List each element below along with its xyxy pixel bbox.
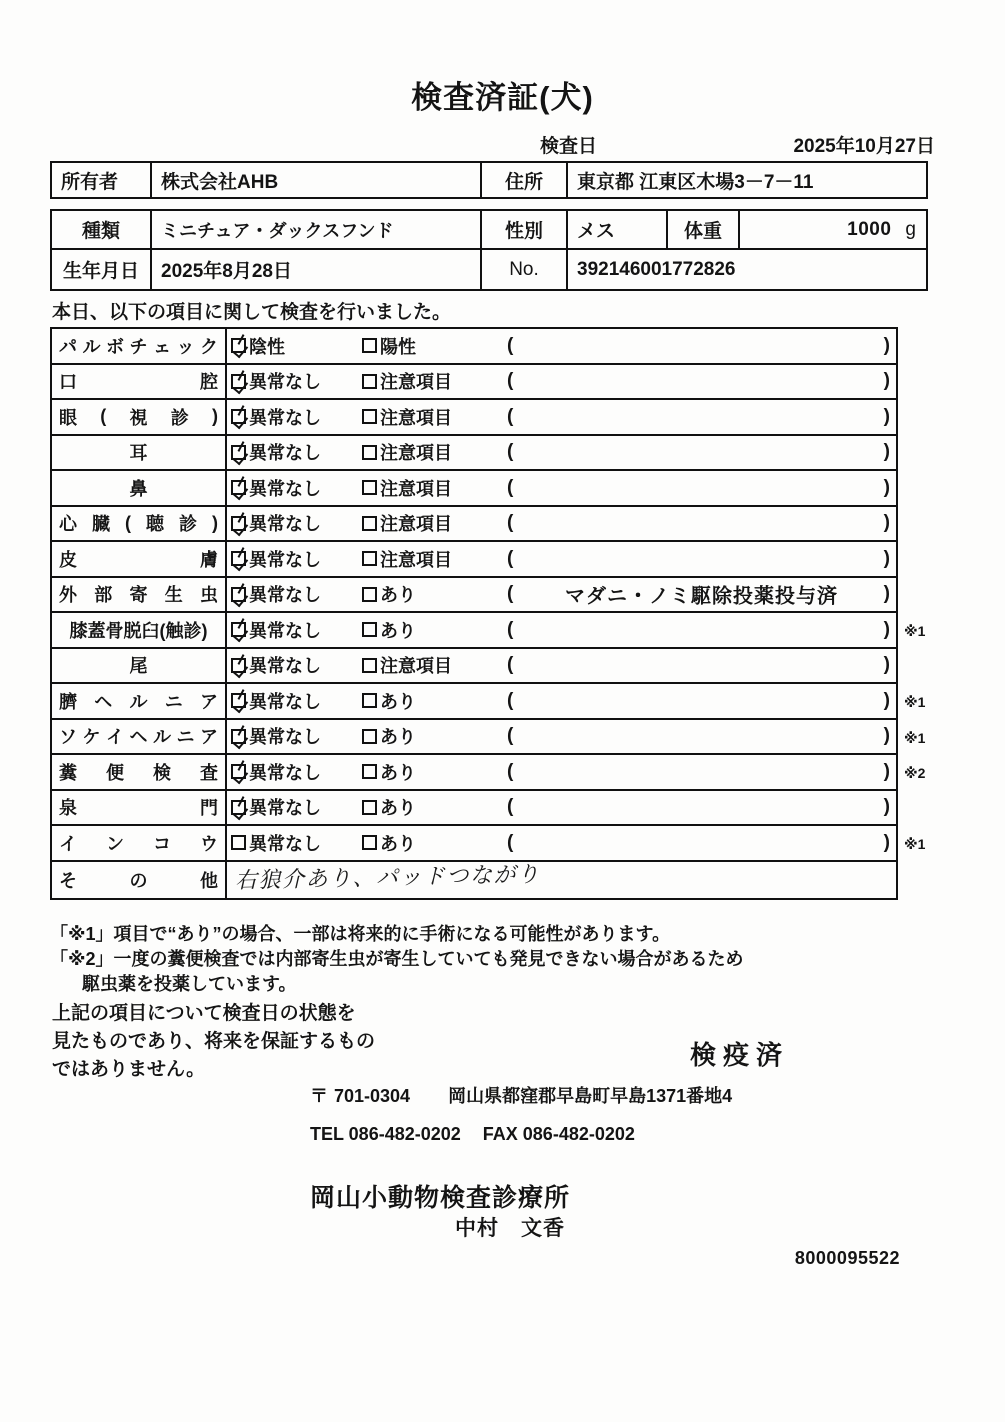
unchecked-checkbox-icon[interactable] <box>362 516 377 531</box>
checklist-row <box>52 365 896 401</box>
postal-mark-icon: 〒 <box>310 1086 328 1106</box>
paren-close: ) <box>883 831 890 853</box>
birthdate-label: 生年月日 <box>52 250 152 289</box>
checklist-row-label <box>52 436 227 470</box>
page-title: 検査済証(犬) <box>411 80 594 115</box>
checklist-row-label <box>52 329 227 363</box>
label-char: 皮 <box>59 549 77 570</box>
label-char: ア <box>200 691 218 712</box>
option-abnormal[interactable] <box>362 617 507 643</box>
paren-open: ( <box>507 618 514 640</box>
checklist-row-body <box>227 791 896 825</box>
checklist-row-body <box>227 578 896 612</box>
option-label: 異常なし <box>249 514 321 535</box>
checklist-row-body <box>227 365 896 399</box>
option-label: 陽性 <box>380 336 416 357</box>
pet-row-breed <box>52 211 926 250</box>
unchecked-checkbox-icon[interactable] <box>362 480 377 495</box>
checked-checkbox-icon[interactable] <box>231 409 246 424</box>
option-abnormal[interactable] <box>362 546 507 572</box>
owner-address: 東京都 江東区木場3－7－11 <box>577 171 814 193</box>
microchip-no-label: No. <box>482 250 568 289</box>
label-char: 生 <box>164 585 183 606</box>
checklist-row <box>52 400 896 436</box>
label-char: そ <box>59 870 77 891</box>
checked-checkbox-icon[interactable] <box>231 480 246 495</box>
label-char: 検 <box>153 762 171 783</box>
remarks-field[interactable] <box>507 512 896 534</box>
checklist-row <box>52 684 896 720</box>
paren-close: ) <box>883 441 890 463</box>
unchecked-checkbox-icon[interactable] <box>362 374 377 389</box>
unchecked-checkbox-icon[interactable] <box>362 409 377 424</box>
option-label: 異常なし <box>249 478 321 499</box>
option-label: あり <box>380 620 416 641</box>
checklist-row-label <box>52 684 227 718</box>
label-char: イ <box>59 833 77 854</box>
checklist-row-body <box>227 613 896 647</box>
paren-open: ( <box>507 512 514 534</box>
checklist-row-label <box>52 755 227 789</box>
checked-checkbox-icon[interactable] <box>231 729 246 744</box>
label-char: 聴 <box>146 514 164 535</box>
option-abnormal[interactable] <box>362 439 507 465</box>
paren-close: ) <box>883 370 890 392</box>
remarks-note: マダニ・ノミ駆除投薬投与済 <box>565 585 838 608</box>
checked-checkbox-icon[interactable] <box>231 622 246 637</box>
weight-value-cell <box>740 211 926 248</box>
label-char: ェ <box>153 336 171 357</box>
option-label: 注意項目 <box>380 656 452 677</box>
checklist-row-other <box>52 862 896 900</box>
option-normal[interactable] <box>231 759 362 785</box>
checklist-row-label <box>52 826 227 860</box>
checklist-row-body <box>227 436 896 470</box>
weight-value: 1000 <box>847 218 892 240</box>
label-char: 部 <box>94 585 113 606</box>
checklist-row <box>52 578 896 614</box>
label-char: ソ <box>59 727 77 748</box>
checklist-row-label <box>52 613 227 647</box>
clinic-fax: FAX 086-482-0202 <box>482 1124 635 1144</box>
checklist-row <box>52 507 896 543</box>
weight-unit: g <box>905 218 916 240</box>
remarks-field[interactable] <box>507 796 896 818</box>
paren-close: ) <box>883 334 890 356</box>
checklist-row-label <box>52 365 227 399</box>
label-char: 腔 <box>200 372 218 393</box>
disclaimer-line-2: 見たものであり、将来を保証するもの <box>52 1031 376 1052</box>
clinic-address-line <box>310 1082 732 1108</box>
option-label: あり <box>380 798 416 819</box>
checked-checkbox-icon[interactable] <box>231 374 246 389</box>
option-abnormal[interactable] <box>362 475 507 501</box>
label-char: ( <box>100 406 107 427</box>
label-char: 泉 <box>59 798 77 819</box>
option-label: 注意項目 <box>380 549 452 570</box>
exam-date-label: 検査日 <box>540 136 598 157</box>
option-abnormal[interactable] <box>362 688 507 714</box>
option-normal[interactable] <box>231 794 362 820</box>
unchecked-checkbox-icon[interactable] <box>362 338 377 353</box>
paren-open: ( <box>507 476 514 498</box>
option-label: 陰性 <box>249 336 285 357</box>
checklist-row-body <box>227 755 896 789</box>
label-char: 口 <box>59 372 77 393</box>
option-normal[interactable] <box>231 333 362 359</box>
label-char: 診 <box>170 407 189 428</box>
unchecked-checkbox-icon[interactable] <box>231 835 246 850</box>
label-char: 糞 <box>59 762 77 783</box>
option-label: 異常なし <box>249 407 321 428</box>
label-char: 門 <box>200 798 218 819</box>
paren-open: ( <box>507 583 514 605</box>
unchecked-checkbox-icon[interactable] <box>362 622 377 637</box>
remarks-field[interactable] <box>507 583 896 608</box>
checked-checkbox-icon[interactable] <box>231 338 246 353</box>
label-char: ケ <box>82 727 101 748</box>
footnote-2-line2: 駆虫薬を投薬しています。 <box>82 974 297 994</box>
checklist-row-label <box>52 542 227 576</box>
unchecked-checkbox-icon[interactable] <box>362 693 377 708</box>
disclaimer-line-3: ではありません。 <box>52 1059 206 1080</box>
checklist-row <box>52 649 896 685</box>
paren-close: ) <box>883 405 890 427</box>
birthdate-value: 2025年8月28日 <box>152 250 482 289</box>
checklist-row <box>52 613 896 649</box>
checklist-row-label <box>52 471 227 505</box>
footnote-marker: ※1 <box>904 729 926 746</box>
label-char: 外 <box>59 585 77 606</box>
option-normal[interactable] <box>231 617 362 643</box>
paren-open: ( <box>507 760 514 782</box>
checklist-row <box>52 542 896 578</box>
address-label: 住所 <box>482 163 568 197</box>
unchecked-checkbox-icon[interactable] <box>362 800 377 815</box>
paren-open: ( <box>507 405 514 427</box>
owner-label: 所有者 <box>52 163 152 197</box>
sex-label: 性別 <box>482 211 568 248</box>
label-char: ッ <box>176 336 195 357</box>
label-char: 診 <box>179 514 197 535</box>
label-char: ニ <box>176 727 195 748</box>
footnote-1: 「※1」項目で“あり”の場合、一部は将来的に手術になる可能性があります。 <box>50 924 671 944</box>
remarks-field[interactable] <box>507 335 896 357</box>
option-label: あり <box>380 727 416 748</box>
label-char: コ <box>153 833 171 854</box>
footnotes <box>50 922 930 997</box>
unchecked-checkbox-icon[interactable] <box>362 658 377 673</box>
option-label: 異常なし <box>249 727 321 748</box>
paren-close: ) <box>883 618 890 640</box>
paren-close: ) <box>883 725 890 747</box>
label-char: ル <box>153 727 171 748</box>
option-abnormal[interactable] <box>362 510 507 536</box>
label-char: ) <box>212 512 218 533</box>
option-label: あり <box>380 585 416 606</box>
remarks-field[interactable] <box>507 441 896 463</box>
label-char: ボ <box>106 336 124 357</box>
label-char: 便 <box>106 762 124 783</box>
exam-date-row <box>540 132 935 158</box>
option-normal[interactable] <box>231 581 362 607</box>
checked-checkbox-icon[interactable] <box>231 551 246 566</box>
disclaimer <box>52 1000 472 1084</box>
label-char: チ <box>129 336 148 357</box>
paren-close: ) <box>883 689 890 711</box>
option-label: あり <box>380 833 416 854</box>
paren-close: ) <box>883 583 890 605</box>
paren-open: ( <box>507 334 514 356</box>
label-char: ) <box>212 406 218 427</box>
option-label: 注意項目 <box>380 514 452 535</box>
option-label: 異常なし <box>249 620 321 641</box>
label-char: パ <box>59 336 77 357</box>
checklist-row-label <box>52 578 227 612</box>
clinic-contact-line <box>310 1124 635 1145</box>
label-char: ル <box>82 336 101 357</box>
reference-number: 8000095522 <box>794 1248 900 1268</box>
label-char: ( <box>125 512 131 533</box>
remarks-field[interactable] <box>507 832 896 854</box>
option-label: 異常なし <box>249 656 321 677</box>
intro-text: 本日、以下の項目に関して検査を行いました。 <box>52 302 452 323</box>
checklist-row-body <box>227 684 896 718</box>
checked-checkbox-icon[interactable] <box>231 800 246 815</box>
remarks-field[interactable] <box>507 619 896 641</box>
option-label: 異常なし <box>249 762 321 783</box>
checklist-row-label <box>52 791 227 825</box>
footnote-marker: ※2 <box>904 765 926 781</box>
option-label: 異常なし <box>249 443 321 464</box>
remarks-field[interactable] <box>507 477 896 499</box>
option-abnormal[interactable] <box>362 404 507 430</box>
remarks-field[interactable] <box>507 654 896 676</box>
paren-open: ( <box>507 370 514 392</box>
label-char: ニ <box>164 691 183 712</box>
label-char: 寄 <box>129 585 148 606</box>
quarantine-stamp: 検疫済 <box>690 1040 790 1070</box>
unchecked-checkbox-icon[interactable] <box>362 729 377 744</box>
clinic-tel: TEL 086-482-0202 <box>310 1124 461 1144</box>
paren-open: ( <box>507 796 514 818</box>
clinic-name: 岡山小動物検査診療所 <box>310 1184 571 1212</box>
option-label: 注意項目 <box>380 443 452 464</box>
paren-close: ) <box>883 547 890 569</box>
option-label: 注意項目 <box>380 478 452 499</box>
footnote-marker: ※1 <box>904 836 926 852</box>
unchecked-checkbox-icon[interactable] <box>362 587 377 602</box>
label-char: の <box>129 870 148 891</box>
unchecked-checkbox-icon[interactable] <box>362 551 377 566</box>
option-abnormal[interactable] <box>362 759 507 785</box>
label-char: 心 <box>59 514 77 535</box>
checklist-row-body <box>227 507 896 541</box>
option-label: 異常なし <box>249 549 321 570</box>
other-remarks-field[interactable] <box>227 862 896 898</box>
option-abnormal[interactable] <box>362 333 507 359</box>
option-abnormal[interactable] <box>362 794 507 820</box>
checklist-row-body <box>227 720 896 754</box>
paren-close: ) <box>883 760 890 782</box>
paren-close: ) <box>883 512 890 534</box>
checked-checkbox-icon[interactable] <box>231 764 246 779</box>
sex-value: メス <box>568 211 668 248</box>
label-char: 臓 <box>92 514 110 535</box>
checklist-row-body <box>227 471 896 505</box>
label-char: イ <box>106 727 124 748</box>
checklist-row-body <box>227 329 896 363</box>
paren-open: ( <box>507 689 514 711</box>
checklist-row <box>52 826 896 862</box>
pet-table <box>50 209 928 291</box>
option-abnormal[interactable] <box>362 581 507 607</box>
weight-label: 体重 <box>668 211 740 248</box>
pet-row-birth <box>52 250 926 289</box>
label-char: ヘ <box>94 691 113 712</box>
option-normal[interactable] <box>231 546 362 572</box>
label-char: 査 <box>200 762 218 783</box>
remarks-field[interactable] <box>507 406 896 428</box>
remarks-field[interactable] <box>507 725 896 747</box>
label-char: 眼 <box>59 407 77 428</box>
label-char: ウ <box>200 833 218 854</box>
checked-checkbox-icon[interactable] <box>231 658 246 673</box>
option-label: あり <box>380 691 416 712</box>
option-normal[interactable] <box>231 723 362 749</box>
footnote-marker: ※1 <box>904 623 926 639</box>
clinic-address: 岡山県都窪郡早島町早島1371番地4 <box>448 1086 733 1106</box>
checklist-row <box>52 329 896 365</box>
exam-date-value: 2025年10月27日 <box>793 136 935 157</box>
microchip-no-value: 392146001772826 <box>577 258 736 280</box>
footnote-marker: ※1 <box>904 694 926 710</box>
remarks-field[interactable] <box>507 370 896 392</box>
checklist-row <box>52 791 896 827</box>
option-label: 注意項目 <box>380 407 452 428</box>
checklist-row-body <box>227 542 896 576</box>
checklist-row-label <box>52 400 227 434</box>
paren-close: ) <box>883 654 890 676</box>
paren-open: ( <box>507 725 514 747</box>
clinic-zip: 701-0304 <box>334 1086 411 1106</box>
label-char: ン <box>106 833 124 854</box>
option-label: 異常なし <box>249 833 321 854</box>
checked-checkbox-icon[interactable] <box>231 587 246 602</box>
option-abnormal[interactable] <box>362 830 507 856</box>
breed-label: 種類 <box>52 211 152 248</box>
remarks-field[interactable] <box>507 761 896 783</box>
label-char: 虫 <box>200 585 218 606</box>
unchecked-checkbox-icon[interactable] <box>362 445 377 460</box>
label-char: 視 <box>129 407 148 428</box>
checklist-row <box>52 720 896 756</box>
option-normal[interactable] <box>231 368 362 394</box>
checklist-row <box>52 471 896 507</box>
paren-open: ( <box>507 547 514 569</box>
option-abnormal[interactable] <box>362 368 507 394</box>
option-normal[interactable] <box>231 475 362 501</box>
remarks-field[interactable] <box>507 548 896 570</box>
option-normal[interactable] <box>231 439 362 465</box>
label-char: 尾 <box>129 656 148 677</box>
option-abnormal[interactable] <box>362 723 507 749</box>
checklist-row <box>52 436 896 472</box>
checklist-row-label <box>52 720 227 754</box>
disclaimer-line-1: 上記の項目について検査日の状態を <box>52 1003 356 1024</box>
remarks-field[interactable] <box>507 690 896 712</box>
label-char: 臍 <box>59 691 77 712</box>
label-char: 鼻 <box>129 478 148 499</box>
unchecked-checkbox-icon[interactable] <box>362 835 377 850</box>
paren-open: ( <box>507 654 514 676</box>
option-abnormal[interactable] <box>362 652 507 678</box>
label-char: ク <box>200 336 218 357</box>
paren-close: ) <box>883 796 890 818</box>
checklist-table <box>50 327 926 900</box>
footnote-2-line1: 「※2」一度の糞便検査では内部寄生虫が寄生していても発見できない場合があるため <box>50 949 744 969</box>
label-char: 膝蓋骨脱臼(触診) <box>69 620 208 641</box>
breed-value: ミニチュア・ダックスフンド <box>152 211 482 248</box>
checklist-row <box>52 755 896 791</box>
checked-checkbox-icon[interactable] <box>231 445 246 460</box>
checklist-row-label <box>52 862 227 898</box>
checklist-row-label <box>52 507 227 541</box>
veterinarian-name: 中村 文香 <box>455 1217 565 1240</box>
paren-close: ) <box>883 476 890 498</box>
option-label: 注意項目 <box>380 372 452 393</box>
option-normal[interactable] <box>231 510 362 536</box>
option-label: 異常なし <box>249 585 321 606</box>
option-normal[interactable] <box>231 404 362 430</box>
owner-table <box>50 161 928 199</box>
checked-checkbox-icon[interactable] <box>231 516 246 531</box>
label-char: ヘ <box>129 727 148 748</box>
paren-open: ( <box>507 441 514 463</box>
label-char: 耳 <box>129 443 148 464</box>
label-char: 他 <box>200 870 218 891</box>
checked-checkbox-icon[interactable] <box>231 693 246 708</box>
checklist-row-body <box>227 649 896 683</box>
label-char: ア <box>200 727 218 748</box>
handwritten-note: 右狼介あり、パッドつながり <box>234 862 541 894</box>
label-char: ル <box>129 691 148 712</box>
option-label: あり <box>380 762 416 783</box>
option-normal[interactable] <box>231 830 362 856</box>
owner-name: 株式会社AHB <box>152 163 482 197</box>
checklist-row-label <box>52 649 227 683</box>
option-label: 異常なし <box>249 798 321 819</box>
option-label: 異常なし <box>249 691 321 712</box>
checklist-row-body <box>227 826 896 860</box>
paren-open: ( <box>507 831 514 853</box>
option-normal[interactable] <box>231 688 362 714</box>
label-char: 膚 <box>200 549 218 570</box>
option-normal[interactable] <box>231 652 362 678</box>
unchecked-checkbox-icon[interactable] <box>362 764 377 779</box>
option-label: 異常なし <box>249 372 321 393</box>
checklist-row-body <box>227 400 896 434</box>
